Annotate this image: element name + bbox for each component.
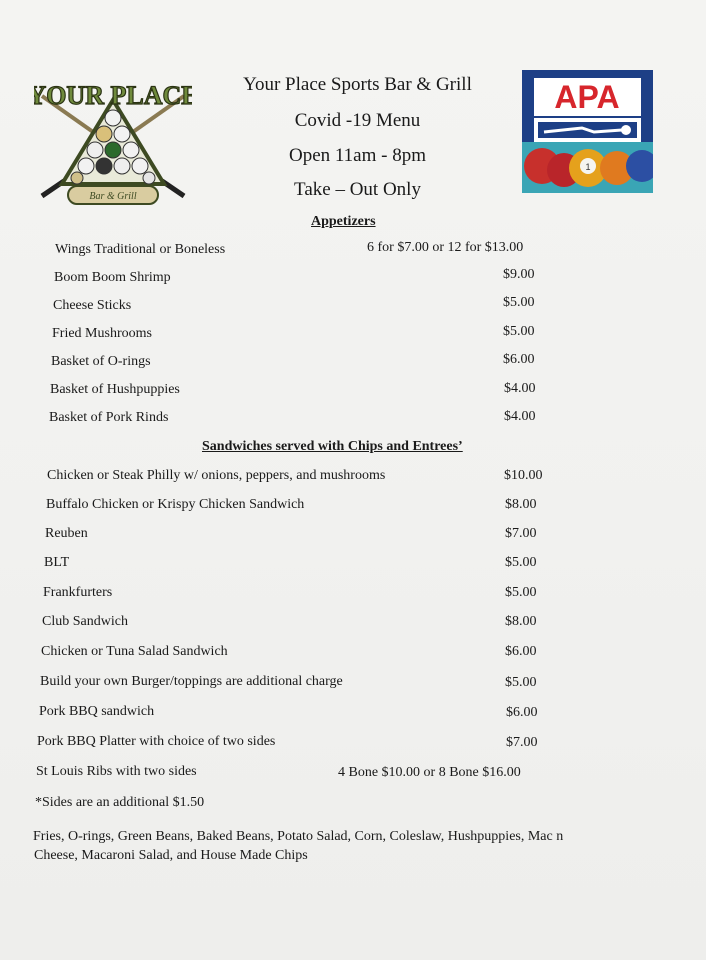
apa-text: APA [554, 79, 620, 115]
menu-item-name: St Louis Ribs with two sides [36, 764, 197, 779]
menu-item-name: Basket of Pork Rinds [49, 410, 169, 425]
menu-item-name: Pork BBQ Platter with choice of two sides [37, 734, 276, 749]
logo-top-text: YOUR PLACE [34, 81, 192, 110]
sides-list-line-1: Fries, O-rings, Green Beans, Baked Beans, Potato Salad, Corn, Coleslaw, Hushpuppies, Mac n [33, 829, 564, 844]
svg-text:1: 1 [585, 162, 591, 172]
menu-item-price: $6.00 [506, 705, 538, 720]
menu-item-price: $4.00 [504, 381, 536, 396]
menu-item-name: Buffalo Chicken or Krispy Chicken Sandwich [46, 497, 305, 512]
menu-item-name: Build your own Burger/toppings are additional charge [40, 674, 343, 689]
menu-item-price: $5.00 [505, 555, 537, 570]
menu-item-name: Basket of O-rings [51, 354, 151, 369]
opening-hours: Open 11am - 8pm [288, 145, 427, 166]
menu-item-price: $10.00 [504, 468, 543, 483]
menu-item-name: Club Sandwich [42, 614, 128, 629]
menu-item-name: Chicken or Tuna Salad Sandwich [41, 644, 228, 659]
menu-item-price: $6.00 [505, 644, 537, 659]
menu-item-name: Pork BBQ sandwich [39, 704, 155, 719]
menu-item-name: Reuben [45, 526, 88, 541]
menu-item-name: Boom Boom Shrimp [54, 270, 171, 285]
menu-item-price: $5.00 [505, 585, 537, 600]
menu-item-price: $4.00 [504, 409, 536, 424]
page-title: Your Place Sports Bar & Grill [243, 74, 472, 95]
menu-item-price: $9.00 [503, 267, 535, 282]
sandwiches-heading: Sandwiches served with Chips and Entrees’ [202, 439, 463, 454]
menu-item-price: $5.00 [503, 324, 535, 339]
your-place-logo [34, 78, 192, 208]
menu-item-price: $6.00 [503, 352, 535, 367]
menu-item-price: $8.00 [505, 614, 537, 629]
menu-item-name: Basket of Hushpuppies [50, 382, 180, 397]
menu-item-price: $5.00 [505, 675, 537, 690]
menu-item-name: Frankfurters [43, 585, 113, 600]
menu-item-name: Cheese Sticks [53, 298, 132, 313]
menu-item-name: BLT [44, 555, 70, 570]
menu-item-price: $8.00 [505, 497, 537, 512]
menu-item-name: Fried Mushrooms [52, 326, 152, 341]
menu-item-price: $7.00 [506, 735, 538, 750]
menu-item-name: Chicken or Steak Philly w/ onions, peppers, and mushrooms [47, 468, 386, 483]
menu-item-price: $7.00 [505, 526, 537, 541]
appetizers-heading: Appetizers [311, 214, 376, 229]
sides-note: *Sides are an additional $1.50 [35, 795, 205, 810]
menu-item-name: Wings Traditional or Boneless [55, 242, 226, 257]
apa-logo [522, 70, 653, 193]
logo-bottom-text: Bar & Grill [89, 191, 137, 202]
service-type: Take – Out Only [294, 179, 421, 200]
menu-item-price: 4 Bone $10.00 or 8 Bone $16.00 [338, 765, 521, 780]
menu-item-price: 6 for $7.00 or 12 for $13.00 [367, 240, 524, 255]
sides-list-line-2: Cheese, Macaroni Salad, and House Made Chips [34, 848, 308, 863]
menu-item-price: $5.00 [503, 295, 535, 310]
menu-subtitle: Covid -19 Menu [294, 110, 421, 131]
